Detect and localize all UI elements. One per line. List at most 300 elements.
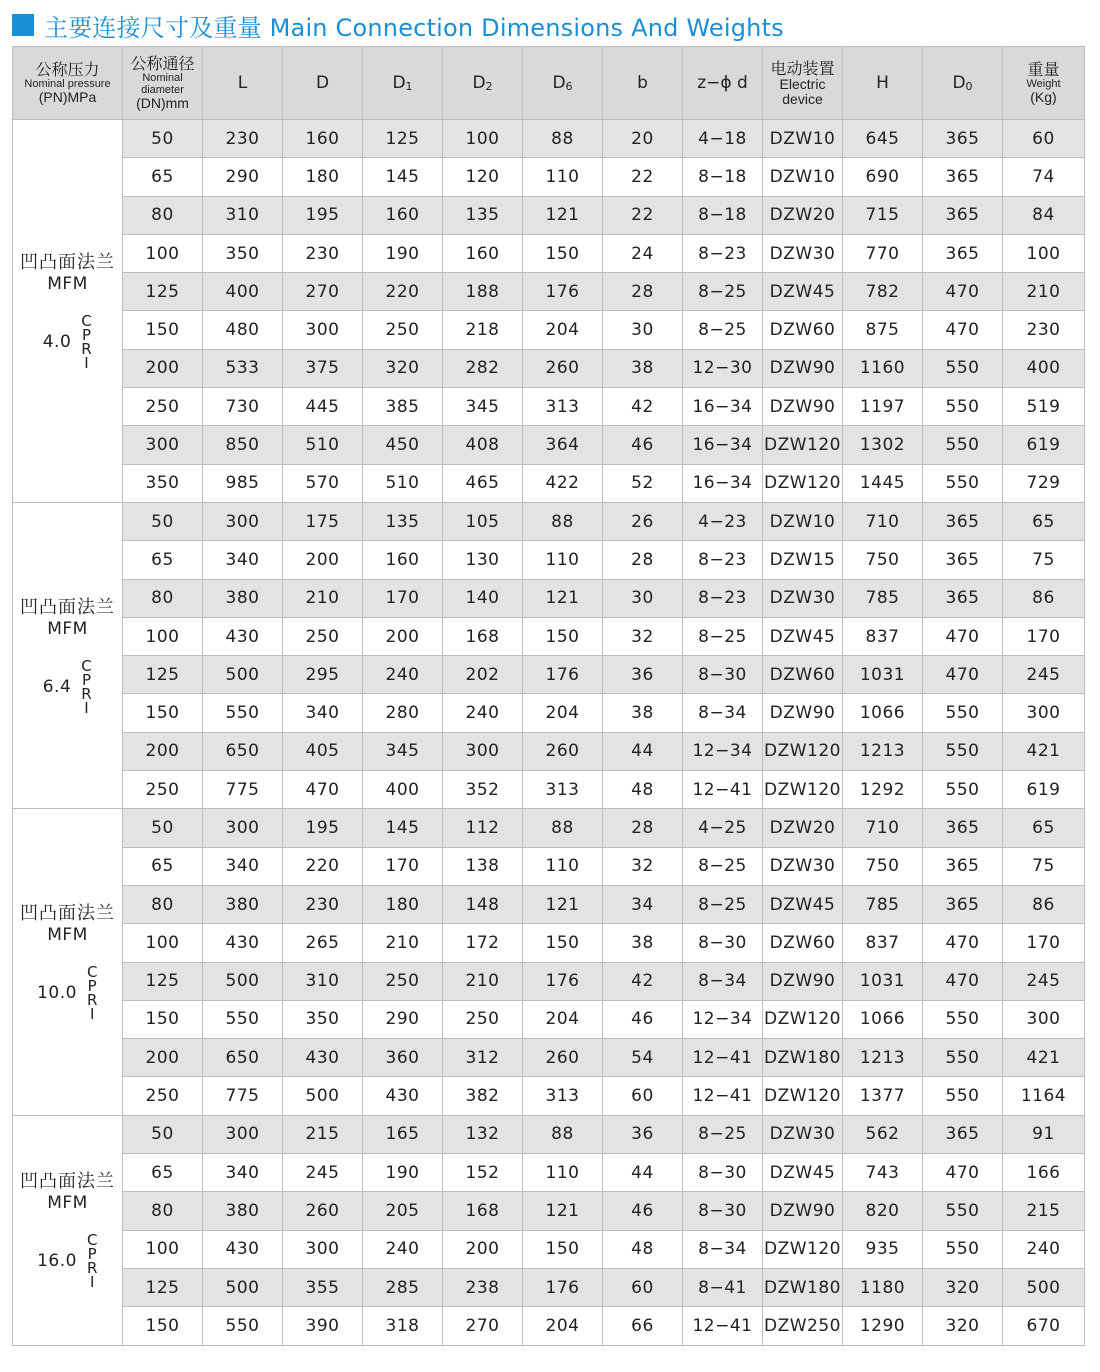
table-cell: 38	[603, 349, 683, 387]
table-cell: DZW120	[763, 426, 843, 464]
table-cell: 204	[523, 1000, 603, 1038]
table-row	[13, 962, 1085, 1000]
table-cell: DZW60	[763, 311, 843, 349]
pressure-value: 10.0	[37, 983, 77, 1004]
table-cell: 8−25	[683, 847, 763, 885]
table-cell: 176	[523, 1268, 603, 1306]
table-cell: 470	[923, 924, 1003, 962]
table-cell: 400	[203, 273, 283, 311]
table-cell: 50	[123, 809, 203, 847]
table-cell: DZW60	[763, 656, 843, 694]
flange-type-label: 凹凸面法兰	[20, 903, 115, 925]
table-cell: 500	[203, 656, 283, 694]
table-cell: DZW120	[763, 1077, 843, 1115]
table-cell: 385	[363, 388, 443, 426]
table-cell: 570	[283, 464, 363, 502]
flange-type-label: 凹凸面法兰	[20, 1171, 115, 1193]
table-cell: 26	[603, 502, 683, 540]
table-cell: 28	[603, 273, 683, 311]
table-cell: 172	[443, 924, 523, 962]
table-cell: 260	[523, 349, 603, 387]
table-cell: DZW180	[763, 1039, 843, 1077]
table-cell: 375	[283, 349, 363, 387]
table-cell: 313	[523, 771, 603, 809]
table-cell: 270	[443, 1307, 523, 1345]
table-cell: 837	[843, 617, 923, 655]
table-cell: 91	[1003, 1115, 1085, 1153]
table-row	[13, 1115, 1085, 1153]
table-cell: DZW30	[763, 579, 843, 617]
standard-label: C P R I	[86, 1231, 98, 1292]
table-cell: 30	[603, 579, 683, 617]
table-cell: 100	[123, 617, 203, 655]
table-cell: 12−41	[683, 1039, 763, 1077]
table-cell: 355	[283, 1268, 363, 1306]
table-cell: 820	[843, 1192, 923, 1230]
table-cell: 710	[843, 502, 923, 540]
table-cell: 190	[363, 1154, 443, 1192]
pressure-group-cell	[13, 809, 123, 1115]
table-cell: 50	[123, 1115, 203, 1153]
table-cell: 500	[203, 1268, 283, 1306]
table-cell: 430	[363, 1077, 443, 1115]
table-cell: 110	[523, 541, 603, 579]
header-d: D	[283, 47, 363, 120]
table-cell: 300	[443, 732, 523, 770]
table-row	[13, 464, 1085, 502]
table-cell: 390	[283, 1307, 363, 1345]
table-cell: 743	[843, 1154, 923, 1192]
table-cell: 250	[123, 1077, 203, 1115]
table-cell: 60	[603, 1268, 683, 1306]
table-cell: 470	[923, 1154, 1003, 1192]
table-cell: 8−41	[683, 1268, 763, 1306]
table-cell: 285	[363, 1268, 443, 1306]
table-cell: 1031	[843, 962, 923, 1000]
table-cell: 48	[603, 1230, 683, 1268]
table-cell: 210	[1003, 273, 1085, 311]
table-cell: 28	[603, 809, 683, 847]
table-cell: 205	[363, 1192, 443, 1230]
table-cell: 470	[923, 311, 1003, 349]
table-cell: 650	[203, 732, 283, 770]
table-cell: 430	[203, 924, 283, 962]
table-cell: 75	[1003, 541, 1085, 579]
table-cell: 365	[923, 158, 1003, 196]
table-cell: 430	[203, 617, 283, 655]
table-cell: 238	[443, 1268, 523, 1306]
table-cell: DZW90	[763, 388, 843, 426]
table-cell: 121	[523, 885, 603, 923]
table-cell: DZW15	[763, 541, 843, 579]
table-cell: 44	[603, 1154, 683, 1192]
table-cell: 138	[443, 847, 523, 885]
table-row	[13, 885, 1085, 923]
table-cell: 170	[363, 847, 443, 885]
table-cell: 52	[603, 464, 683, 502]
table-cell: 200	[283, 541, 363, 579]
table-cell: 125	[123, 1268, 203, 1306]
table-cell: 176	[523, 273, 603, 311]
table-cell: 619	[1003, 426, 1085, 464]
table-cell: 150	[123, 694, 203, 732]
table-cell: 8−23	[683, 541, 763, 579]
table-cell: 135	[443, 196, 523, 234]
table-cell: 8−30	[683, 924, 763, 962]
table-cell: 8−34	[683, 1230, 763, 1268]
table-cell: 500	[283, 1077, 363, 1115]
table-cell: 365	[923, 234, 1003, 272]
table-cell: 8−34	[683, 962, 763, 1000]
table-cell: 195	[283, 809, 363, 847]
table-cell: 300	[1003, 694, 1085, 732]
table-cell: 422	[523, 464, 603, 502]
header-l: L	[203, 47, 283, 120]
table-cell: 42	[603, 388, 683, 426]
table-cell: 180	[283, 158, 363, 196]
table-body	[13, 120, 1085, 1346]
table-cell: 168	[443, 617, 523, 655]
table-cell: 230	[203, 120, 283, 158]
table-cell: 38	[603, 694, 683, 732]
table-cell: 290	[363, 1000, 443, 1038]
table-cell: 260	[523, 732, 603, 770]
table-cell: 365	[923, 502, 1003, 540]
pressure-value: 4.0	[42, 331, 72, 352]
table-cell: 550	[923, 464, 1003, 502]
header-weight: 重量 Weight (Kg)	[1003, 47, 1085, 120]
table-cell: 200	[123, 1039, 203, 1077]
table-cell: 200	[123, 349, 203, 387]
table-cell: DZW120	[763, 1230, 843, 1268]
table-cell: 250	[443, 1000, 523, 1038]
table-cell: 1066	[843, 694, 923, 732]
table-cell: 645	[843, 120, 923, 158]
table-cell: 12−41	[683, 1077, 763, 1115]
table-cell: 8−30	[683, 1154, 763, 1192]
table-cell: 670	[1003, 1307, 1085, 1345]
table-cell: 365	[923, 809, 1003, 847]
standard-label: C P R I	[81, 311, 93, 372]
table-cell: 365	[923, 1115, 1003, 1153]
table-cell: 88	[523, 502, 603, 540]
table-cell: 200	[123, 732, 203, 770]
table-cell: 8−18	[683, 158, 763, 196]
table-cell: 550	[923, 771, 1003, 809]
table-cell: 86	[1003, 579, 1085, 617]
table-cell: 340	[203, 1154, 283, 1192]
table-cell: 470	[923, 962, 1003, 1000]
table-cell: 312	[443, 1039, 523, 1077]
table-cell: 350	[283, 1000, 363, 1038]
table-cell: 105	[443, 502, 523, 540]
table-cell: 352	[443, 771, 523, 809]
table-cell: 550	[923, 732, 1003, 770]
table-cell: 8−30	[683, 656, 763, 694]
table-cell: DZW180	[763, 1268, 843, 1306]
flange-code-label: MFM	[47, 1193, 88, 1214]
header-d6: $D_6$	[523, 47, 603, 120]
table-cell: 16−34	[683, 388, 763, 426]
table-cell: 12−30	[683, 349, 763, 387]
table-cell: 360	[363, 1039, 443, 1077]
pressure-group-cell	[13, 1115, 123, 1345]
table-cell: DZW90	[763, 962, 843, 1000]
table-cell: 380	[203, 885, 283, 923]
table-cell: 1213	[843, 732, 923, 770]
table-cell: 8−25	[683, 1115, 763, 1153]
table-cell: 260	[523, 1039, 603, 1077]
table-cell: 365	[923, 847, 1003, 885]
table-cell: 22	[603, 196, 683, 234]
table-cell: 88	[523, 809, 603, 847]
table-cell: 150	[123, 1000, 203, 1038]
table-cell: 245	[1003, 962, 1085, 1000]
table-cell: 12−41	[683, 771, 763, 809]
table-cell: 218	[443, 311, 523, 349]
table-cell: 450	[363, 426, 443, 464]
table-cell: 470	[283, 771, 363, 809]
table-cell: 729	[1003, 464, 1085, 502]
table-cell: 8−25	[683, 311, 763, 349]
table-row	[13, 617, 1085, 655]
table-cell: 408	[443, 426, 523, 464]
table-cell: 36	[603, 1115, 683, 1153]
table-cell: 204	[523, 1307, 603, 1345]
table-cell: 46	[603, 426, 683, 464]
table-cell: 775	[203, 771, 283, 809]
dimensions-table	[12, 46, 1085, 1346]
table-cell: 84	[1003, 196, 1085, 234]
table-cell: 240	[443, 694, 523, 732]
table-cell: 75	[1003, 847, 1085, 885]
table-cell: DZW120	[763, 464, 843, 502]
table-cell: 380	[203, 579, 283, 617]
table-row	[13, 1307, 1085, 1345]
table-cell: 470	[923, 617, 1003, 655]
table-cell: 42	[603, 962, 683, 1000]
table-cell: 935	[843, 1230, 923, 1268]
table-cell: 313	[523, 1077, 603, 1115]
table-cell: 66	[603, 1307, 683, 1345]
table-cell: 132	[443, 1115, 523, 1153]
table-cell: 100	[123, 1230, 203, 1268]
table-cell: DZW90	[763, 694, 843, 732]
table-cell: 200	[363, 617, 443, 655]
table-cell: 166	[1003, 1154, 1085, 1192]
table-cell: 200	[443, 1230, 523, 1268]
table-cell: 130	[443, 541, 523, 579]
table-row	[13, 349, 1085, 387]
table-cell: DZW45	[763, 273, 843, 311]
table-cell: 88	[523, 1115, 603, 1153]
table-row	[13, 694, 1085, 732]
table-cell: 170	[1003, 924, 1085, 962]
pressure-value: 6.4	[42, 676, 72, 697]
table-cell: 150	[523, 234, 603, 272]
table-cell: 34	[603, 885, 683, 923]
table-row	[13, 1039, 1085, 1077]
table-cell: 160	[363, 196, 443, 234]
table-cell: 65	[1003, 502, 1085, 540]
table-cell: 1213	[843, 1039, 923, 1077]
table-cell: 170	[363, 579, 443, 617]
table-cell: 230	[283, 234, 363, 272]
table-cell: 310	[283, 962, 363, 1000]
table-row	[13, 579, 1085, 617]
table-cell: 60	[603, 1077, 683, 1115]
table-cell: 121	[523, 1192, 603, 1230]
table-cell: 430	[203, 1230, 283, 1268]
table-cell: 430	[283, 1039, 363, 1077]
table-cell: 121	[523, 579, 603, 617]
table-cell: DZW120	[763, 732, 843, 770]
table-cell: 175	[283, 502, 363, 540]
table-cell: 320	[923, 1268, 1003, 1306]
table-cell: 1377	[843, 1077, 923, 1115]
table-cell: 50	[123, 120, 203, 158]
table-cell: 300	[1003, 1000, 1085, 1038]
table-cell: 562	[843, 1115, 923, 1153]
table-cell: 195	[283, 196, 363, 234]
table-cell: 775	[203, 1077, 283, 1115]
table-cell: 240	[363, 656, 443, 694]
table-row	[13, 1268, 1085, 1306]
table-cell: 150	[523, 617, 603, 655]
table-row	[13, 120, 1085, 158]
title-text: 主要连接尺寸及重量 Main Connection Dimensions And Weights	[44, 13, 784, 42]
table-row	[13, 158, 1085, 196]
table-cell: 400	[363, 771, 443, 809]
table-cell: 290	[203, 158, 283, 196]
table-cell: DZW30	[763, 234, 843, 272]
table-cell: 550	[923, 349, 1003, 387]
table-cell: 1031	[843, 656, 923, 694]
table-cell: 1164	[1003, 1077, 1085, 1115]
table-cell: 4−25	[683, 809, 763, 847]
table-cell: 210	[443, 962, 523, 1000]
table-cell: 500	[203, 962, 283, 1000]
table-cell: 8−34	[683, 694, 763, 732]
table-cell: 88	[523, 120, 603, 158]
table-cell: 1445	[843, 464, 923, 502]
table-cell: 32	[603, 847, 683, 885]
table-cell: 421	[1003, 732, 1085, 770]
table-cell: 280	[363, 694, 443, 732]
flange-type-label: 凹凸面法兰	[20, 251, 115, 273]
table-cell: 550	[203, 694, 283, 732]
table-cell: DZW10	[763, 502, 843, 540]
table-row	[13, 311, 1085, 349]
table-cell: 202	[443, 656, 523, 694]
table-cell: 46	[603, 1000, 683, 1038]
table-cell: 12−41	[683, 1307, 763, 1345]
table-cell: 710	[843, 809, 923, 847]
table-cell: 38	[603, 924, 683, 962]
header-z-phi-d: z−ϕ d	[683, 47, 763, 120]
table-cell: 176	[523, 962, 603, 1000]
table-cell: 8−23	[683, 234, 763, 272]
table-cell: 445	[283, 388, 363, 426]
table-cell: 365	[923, 541, 1003, 579]
pressure-group-cell	[13, 120, 123, 503]
table-cell: 1160	[843, 349, 923, 387]
table-cell: 421	[1003, 1039, 1085, 1077]
table-cell: 340	[283, 694, 363, 732]
table-cell: 785	[843, 579, 923, 617]
table-cell: 150	[123, 1307, 203, 1345]
table-row	[13, 924, 1085, 962]
table-cell: DZW45	[763, 885, 843, 923]
table-cell: 215	[283, 1115, 363, 1153]
table-cell: 65	[1003, 809, 1085, 847]
table-cell: 8−18	[683, 196, 763, 234]
table-cell: 400	[1003, 349, 1085, 387]
flange-code-label: MFM	[47, 618, 88, 639]
table-cell: 550	[923, 388, 1003, 426]
table-cell: 550	[923, 1077, 1003, 1115]
table-cell: 80	[123, 1192, 203, 1230]
table-cell: DZW90	[763, 1192, 843, 1230]
table-cell: 204	[523, 694, 603, 732]
table-cell: DZW120	[763, 1000, 843, 1038]
table-cell: 188	[443, 273, 523, 311]
table-cell: 28	[603, 541, 683, 579]
table-cell: 550	[203, 1307, 283, 1345]
table-cell: 510	[283, 426, 363, 464]
table-cell: 320	[923, 1307, 1003, 1345]
table-cell: 730	[203, 388, 283, 426]
table-cell: 510	[363, 464, 443, 502]
table-cell: 170	[1003, 617, 1085, 655]
table-cell: 1290	[843, 1307, 923, 1345]
table-cell: 260	[283, 1192, 363, 1230]
table-cell: DZW90	[763, 349, 843, 387]
table-cell: 36	[603, 656, 683, 694]
table-cell: 8−30	[683, 1192, 763, 1230]
table-cell: 550	[923, 1039, 1003, 1077]
table-cell: 340	[203, 541, 283, 579]
table-row	[13, 656, 1085, 694]
table-cell: 80	[123, 885, 203, 923]
table-row	[13, 847, 1085, 885]
table-cell: 985	[203, 464, 283, 502]
table-cell: 318	[363, 1307, 443, 1345]
table-cell: 380	[203, 1192, 283, 1230]
table-cell: 100	[123, 924, 203, 962]
table-cell: 44	[603, 732, 683, 770]
table-cell: 300	[203, 502, 283, 540]
header-d2: $D_2$	[443, 47, 523, 120]
table-row	[13, 502, 1085, 540]
table-cell: 310	[203, 196, 283, 234]
table-cell: 125	[123, 962, 203, 1000]
table-row	[13, 1077, 1085, 1115]
table-cell: 715	[843, 196, 923, 234]
table-cell: 500	[1003, 1268, 1085, 1306]
table-cell: 210	[363, 924, 443, 962]
table-cell: 782	[843, 273, 923, 311]
table-cell: DZW20	[763, 196, 843, 234]
table-cell: 250	[123, 388, 203, 426]
flange-code-label: MFM	[47, 273, 88, 294]
table-cell: 8−25	[683, 885, 763, 923]
table-row	[13, 234, 1085, 272]
table-cell: 65	[123, 847, 203, 885]
header-row	[13, 47, 1085, 120]
table-cell: 250	[283, 617, 363, 655]
standard-label: C P R I	[81, 656, 93, 717]
